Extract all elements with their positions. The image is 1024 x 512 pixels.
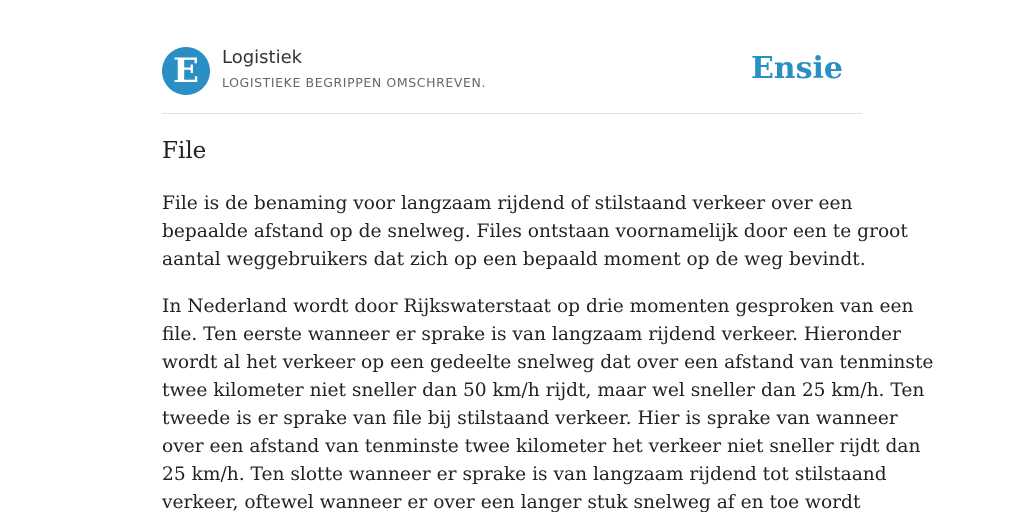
paragraph-line: over een afstand van tenminste twee kilometer het verkeer niet sneller rijdt dan [162,436,921,457]
paragraph-line: File is de benaming voor langzaam rijdend of stilstaand verkeer over een [162,193,853,214]
paragraph-line: 25 km/h. Ten slotte wanneer er sprake is van langzaam rijdend tot stilstaand [162,464,887,485]
paragraph-line: bepaalde afstand op de snelweg. Files ontstaan voornamelijk door een te groot [162,221,908,242]
paragraph-line: twee kilometer niet sneller dan 50 km/h rijdt, maar wel sneller dan 25 km/h. Ten [162,380,925,401]
paragraph-line: verkeer, oftewel wanneer er over een langer stuk snelweg af en toe wordt [162,492,861,512]
header-divider [162,113,862,114]
site-subtitle: LOGISTIEKE BEGRIPPEN OMSCHREVEN. [222,75,487,90]
paragraph-line: file. Ten eerste wanneer er sprake is van langzaam rijdend verkeer. Hieronder [162,324,901,345]
ensie-logo-icon[interactable]: E [162,47,210,95]
site-header [162,47,862,97]
brand-logo[interactable]: Ensie [750,51,843,86]
paragraph-line: aantal weggebruikers dat zich op een bepaald moment op de weg bevindt. [162,249,866,270]
paragraph-line: In Nederland wordt door Rijkswaterstaat op drie momenten gesproken van een [162,296,914,317]
article-body [162,190,934,512]
article-paragraph [162,190,908,274]
page-title: File [162,138,207,164]
site-title[interactable]: Logistiek [222,47,303,68]
article-paragraph [162,293,934,512]
paragraph-line: tweede is er sprake van file bij stilstaand verkeer. Hier is sprake van wanneer [162,408,898,429]
paragraph-line: wordt al het verkeer op een gedeelte snelweg dat over een afstand van tenminste [162,352,934,373]
